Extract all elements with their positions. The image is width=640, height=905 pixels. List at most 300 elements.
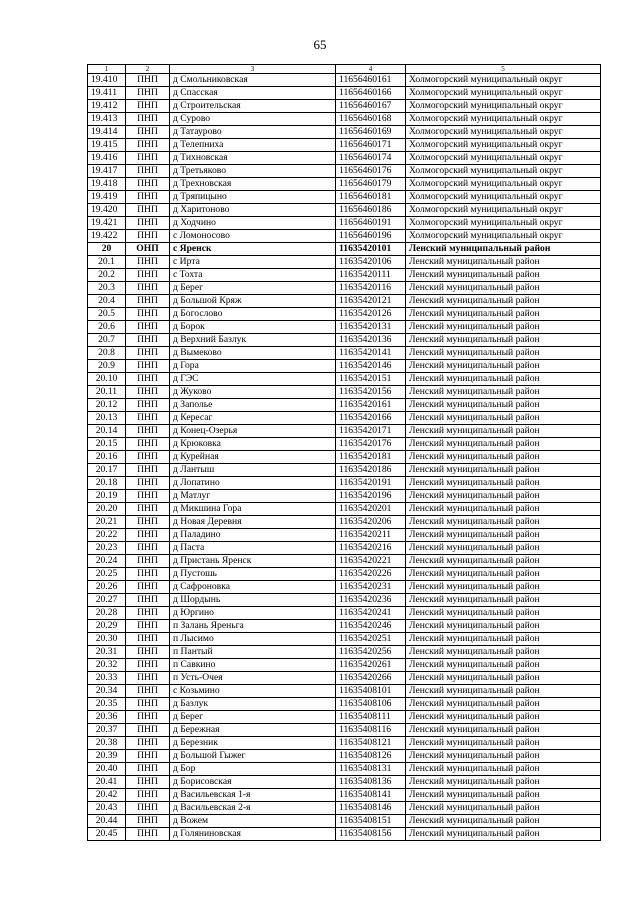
settlement-name-cell: д Сурово — [170, 113, 336, 126]
settlement-name-cell: д Пристань Яренск — [170, 555, 336, 568]
row-number-cell: 20.34 — [88, 685, 126, 698]
settlement-name-cell: д Заполье — [170, 399, 336, 412]
column-number: 1 — [88, 65, 126, 74]
municipality-cell: Холмогорский муниципальный округ — [406, 152, 601, 165]
municipality-cell: Ленский муниципальный район — [406, 451, 601, 464]
row-number-cell: 20.19 — [88, 490, 126, 503]
settlement-type-cell: ПНП — [126, 633, 170, 646]
municipality-cell: Холмогорский муниципальный округ — [406, 191, 601, 204]
municipality-cell: Ленский муниципальный район — [406, 399, 601, 412]
row-number-cell: 20.5 — [88, 308, 126, 321]
table-row — [88, 581, 601, 594]
settlement-name-cell: д Берег — [170, 711, 336, 724]
settlement-type-cell: ПНП — [126, 490, 170, 503]
settlement-type-cell: ПНП — [126, 828, 170, 841]
settlement-name-cell: п Савкино — [170, 659, 336, 672]
table-row — [88, 230, 601, 243]
table-row — [88, 308, 601, 321]
row-number-cell: 20.26 — [88, 581, 126, 594]
row-number-cell: 19.418 — [88, 178, 126, 191]
settlement-type-cell: ПНП — [126, 347, 170, 360]
municipality-cell: Ленский муниципальный район — [406, 815, 601, 828]
settlement-name-cell: п Залань Яреньга — [170, 620, 336, 633]
oktmo-code-cell: 11656460161 — [336, 74, 406, 87]
municipality-cell: Ленский муниципальный район — [406, 607, 601, 620]
settlement-type-cell: ПНП — [126, 100, 170, 113]
oktmo-code-cell: 11635420216 — [336, 542, 406, 555]
table-row — [88, 204, 601, 217]
oktmo-code-cell: 11635420206 — [336, 516, 406, 529]
municipality-cell: Ленский муниципальный район — [406, 386, 601, 399]
table-row — [88, 776, 601, 789]
settlement-name-cell: д Борок — [170, 321, 336, 334]
settlement-type-cell: ПНП — [126, 191, 170, 204]
row-number-cell: 20.15 — [88, 438, 126, 451]
settlement-name-cell: д Базлук — [170, 698, 336, 711]
settlement-name-cell: д Бор — [170, 763, 336, 776]
table-row — [88, 516, 601, 529]
table-row — [88, 87, 601, 100]
municipality-cell: Ленский муниципальный район — [406, 646, 601, 659]
settlement-name-cell: д Шордынь — [170, 594, 336, 607]
settlement-type-cell: ПНП — [126, 724, 170, 737]
municipality-cell: Ленский муниципальный район — [406, 763, 601, 776]
row-number-cell: 20.30 — [88, 633, 126, 646]
settlement-name-cell: п Пантый — [170, 646, 336, 659]
municipality-cell: Ленский муниципальный район — [406, 555, 601, 568]
row-number-cell: 19.415 — [88, 139, 126, 152]
municipality-cell: Ленский муниципальный район — [406, 503, 601, 516]
settlement-name-cell: д Васильевская 2-я — [170, 802, 336, 815]
column-number: 3 — [170, 65, 336, 74]
oktmo-code-cell: 11635420256 — [336, 646, 406, 659]
settlement-name-cell: д Третьяково — [170, 165, 336, 178]
table-row — [88, 100, 601, 113]
oktmo-code-cell: 11635408116 — [336, 724, 406, 737]
table-row — [88, 152, 601, 165]
settlement-type-cell: ПНП — [126, 373, 170, 386]
row-number-cell: 20.32 — [88, 659, 126, 672]
oktmo-code-cell: 11635420201 — [336, 503, 406, 516]
row-number-cell: 19.414 — [88, 126, 126, 139]
oktmo-code-cell: 11635420166 — [336, 412, 406, 425]
oktmo-code-cell: 11635408141 — [336, 789, 406, 802]
row-number-cell: 20.29 — [88, 620, 126, 633]
settlement-name-cell: д Строительская — [170, 100, 336, 113]
settlement-type-cell: ПНП — [126, 542, 170, 555]
settlement-name-cell: д Трехновская — [170, 178, 336, 191]
row-number-cell: 20.27 — [88, 594, 126, 607]
settlement-name-cell: д Вожем — [170, 815, 336, 828]
settlement-type-cell: ПНП — [126, 750, 170, 763]
settlement-type-cell: ПНП — [126, 139, 170, 152]
table-row — [88, 672, 601, 685]
municipality-cell: Холмогорский муниципальный округ — [406, 87, 601, 100]
municipality-cell: Ленский муниципальный район — [406, 360, 601, 373]
row-number-cell: 20.22 — [88, 529, 126, 542]
municipality-cell: Холмогорский муниципальный округ — [406, 165, 601, 178]
oktmo-code-cell: 11635420131 — [336, 321, 406, 334]
row-number-cell: 20.8 — [88, 347, 126, 360]
settlement-type-cell: ПНП — [126, 503, 170, 516]
settlement-type-cell: ПНП — [126, 776, 170, 789]
municipality-cell: Ленский муниципальный район — [406, 789, 601, 802]
row-number-cell: 20.42 — [88, 789, 126, 802]
row-number-cell: 20.41 — [88, 776, 126, 789]
table-row — [88, 217, 601, 230]
oktmo-code-cell: 11656460171 — [336, 139, 406, 152]
oktmo-code-cell: 11635420101 — [336, 243, 406, 256]
settlement-name-cell: с Тохта — [170, 269, 336, 282]
oktmo-code-cell: 11656460179 — [336, 178, 406, 191]
table-row — [88, 412, 601, 425]
settlement-type-cell: ПНП — [126, 516, 170, 529]
municipality-cell: Ленский муниципальный район — [406, 516, 601, 529]
table-row — [88, 620, 601, 633]
settlement-type-cell: ПНП — [126, 672, 170, 685]
row-number-cell: 20.20 — [88, 503, 126, 516]
table-row — [88, 542, 601, 555]
settlement-type-cell: ПНП — [126, 685, 170, 698]
table-row — [88, 698, 601, 711]
municipality-cell: Холмогорский муниципальный округ — [406, 113, 601, 126]
row-number-cell: 19.419 — [88, 191, 126, 204]
municipality-cell: Ленский муниципальный район — [406, 490, 601, 503]
municipality-cell: Ленский муниципальный район — [406, 828, 601, 841]
oktmo-code-cell: 11635408136 — [336, 776, 406, 789]
oktmo-code-cell: 11635420181 — [336, 451, 406, 464]
oktmo-code-cell: 11656460167 — [336, 100, 406, 113]
settlement-type-cell: ПНП — [126, 412, 170, 425]
municipality-cell: Ленский муниципальный район — [406, 282, 601, 295]
row-number-cell: 20.21 — [88, 516, 126, 529]
table-row — [88, 256, 601, 269]
oktmo-code-cell: 11635420151 — [336, 373, 406, 386]
table-row — [88, 737, 601, 750]
oktmo-code-cell: 11656460168 — [336, 113, 406, 126]
municipality-cell: Ленский муниципальный район — [406, 659, 601, 672]
municipality-cell: Ленский муниципальный район — [406, 269, 601, 282]
municipality-cell: Ленский муниципальный район — [406, 425, 601, 438]
oktmo-code-cell: 11635420141 — [336, 347, 406, 360]
row-number-cell: 20.17 — [88, 464, 126, 477]
oktmo-code-cell: 11635420211 — [336, 529, 406, 542]
settlement-name-cell: с Ирта — [170, 256, 336, 269]
oktmo-code-cell: 11635420171 — [336, 425, 406, 438]
table-row — [88, 178, 601, 191]
oktmo-code-cell: 11656460166 — [336, 87, 406, 100]
settlement-name-cell: д Юргино — [170, 607, 336, 620]
settlement-type-cell: ПНП — [126, 451, 170, 464]
settlement-type-cell: ПНП — [126, 230, 170, 243]
municipality-cell: Ленский муниципальный район — [406, 347, 601, 360]
oktmo-code-cell: 11635420251 — [336, 633, 406, 646]
row-number-cell: 20.33 — [88, 672, 126, 685]
row-number-cell: 19.417 — [88, 165, 126, 178]
table-row — [88, 74, 601, 87]
row-number-cell: 19.421 — [88, 217, 126, 230]
municipality-cell: Ленский муниципальный район — [406, 776, 601, 789]
settlement-name-cell: д Сафроновка — [170, 581, 336, 594]
row-number-cell: 19.420 — [88, 204, 126, 217]
table-row — [88, 659, 601, 672]
settlement-type-cell: ПНП — [126, 737, 170, 750]
row-number-cell: 20.11 — [88, 386, 126, 399]
settlement-name-cell: д Гора — [170, 360, 336, 373]
table-row — [88, 633, 601, 646]
municipality-cell: Ленский муниципальный район — [406, 737, 601, 750]
settlement-name-cell: д ГЭС — [170, 373, 336, 386]
table-row — [88, 126, 601, 139]
municipality-cell: Ленский муниципальный район — [406, 698, 601, 711]
table-row — [88, 529, 601, 542]
row-number-cell: 19.410 — [88, 74, 126, 87]
settlement-type-cell: ПНП — [126, 308, 170, 321]
settlement-name-cell: д Татаурово — [170, 126, 336, 139]
oktmo-code-cell: 11635420221 — [336, 555, 406, 568]
table-row — [88, 191, 601, 204]
settlement-name-cell: д Конец-Озерья — [170, 425, 336, 438]
oktmo-code-cell: 11635408151 — [336, 815, 406, 828]
oktmo-code-cell: 11635420246 — [336, 620, 406, 633]
table-row — [88, 789, 601, 802]
settlement-name-cell: с Яренск — [170, 243, 336, 256]
table-row — [88, 555, 601, 568]
municipality-cell: Ленский муниципальный район — [406, 594, 601, 607]
settlement-name-cell: д Васильевская 1-я — [170, 789, 336, 802]
row-number-cell: 20.7 — [88, 334, 126, 347]
settlement-name-cell: д Паста — [170, 542, 336, 555]
settlement-name-cell: с Козьмино — [170, 685, 336, 698]
table-row — [88, 568, 601, 581]
settlement-name-cell: д Борисовская — [170, 776, 336, 789]
municipality-cell: Холмогорский муниципальный округ — [406, 126, 601, 139]
row-number-cell: 20.28 — [88, 607, 126, 620]
row-number-cell: 20.36 — [88, 711, 126, 724]
settlement-type-cell: ПНП — [126, 178, 170, 191]
settlement-type-cell: ПНП — [126, 464, 170, 477]
column-number: 2 — [126, 65, 170, 74]
oktmo-code-cell: 11635420116 — [336, 282, 406, 295]
table-row — [88, 685, 601, 698]
municipality-cell: Ленский муниципальный район — [406, 373, 601, 386]
settlement-type-cell: ПНП — [126, 334, 170, 347]
row-number-cell: 19.411 — [88, 87, 126, 100]
settlement-type-cell: ПНП — [126, 425, 170, 438]
settlement-type-cell: ПНП — [126, 529, 170, 542]
row-number-cell: 20.12 — [88, 399, 126, 412]
oktmo-code-cell: 11635420236 — [336, 594, 406, 607]
settlements-table — [87, 64, 601, 841]
oktmo-code-cell: 11635420241 — [336, 607, 406, 620]
municipality-cell: Холмогорский муниципальный округ — [406, 139, 601, 152]
row-number-cell: 20.31 — [88, 646, 126, 659]
oktmo-code-cell: 11635420106 — [336, 256, 406, 269]
settlement-name-cell: д Бережная — [170, 724, 336, 737]
municipality-cell: Ленский муниципальный район — [406, 308, 601, 321]
table-row — [88, 763, 601, 776]
settlement-type-cell: ПНП — [126, 568, 170, 581]
settlement-type-cell: ПНП — [126, 802, 170, 815]
table-row — [88, 451, 601, 464]
settlement-name-cell: д Вымеково — [170, 347, 336, 360]
column-number: 4 — [336, 65, 406, 74]
oktmo-code-cell: 11635408101 — [336, 685, 406, 698]
settlement-type-cell: ПНП — [126, 256, 170, 269]
settlement-type-cell: ПНП — [126, 282, 170, 295]
oktmo-code-cell: 11635420121 — [336, 295, 406, 308]
row-number-cell: 20.18 — [88, 477, 126, 490]
oktmo-code-cell: 11635408111 — [336, 711, 406, 724]
municipality-cell: Холмогорский муниципальный округ — [406, 217, 601, 230]
settlement-type-cell: ПНП — [126, 763, 170, 776]
table-row — [88, 139, 601, 152]
page-number: 65 — [313, 37, 327, 52]
oktmo-code-cell: 11656460176 — [336, 165, 406, 178]
municipality-cell: Ленский муниципальный район — [406, 568, 601, 581]
row-number-cell: 20.2 — [88, 269, 126, 282]
settlement-type-cell: ПНП — [126, 607, 170, 620]
municipality-cell: Ленский муниципальный район — [406, 438, 601, 451]
table-row — [88, 282, 601, 295]
table-row — [88, 269, 601, 282]
table-row — [88, 646, 601, 659]
municipality-cell: Ленский муниципальный район — [406, 256, 601, 269]
municipality-cell: Ленский муниципальный район — [406, 620, 601, 633]
row-number-cell: 20 — [88, 243, 126, 256]
oktmo-code-cell: 11656460196 — [336, 230, 406, 243]
settlement-name-cell: д Паладино — [170, 529, 336, 542]
row-number-cell: 20.13 — [88, 412, 126, 425]
municipality-cell: Холмогорский муниципальный округ — [406, 230, 601, 243]
table-row — [88, 386, 601, 399]
oktmo-code-cell: 11635420111 — [336, 269, 406, 282]
row-number-cell: 19.412 — [88, 100, 126, 113]
row-number-cell: 20.1 — [88, 256, 126, 269]
table-row — [88, 425, 601, 438]
municipality-cell: Ленский муниципальный район — [406, 750, 601, 763]
row-number-cell: 20.23 — [88, 542, 126, 555]
oktmo-code-cell: 11635408156 — [336, 828, 406, 841]
settlement-name-cell: д Пустошь — [170, 568, 336, 581]
table-row — [88, 815, 601, 828]
settlement-type-cell: ПНП — [126, 204, 170, 217]
settlement-type-cell: ПНП — [126, 620, 170, 633]
settlement-name-cell: д Харитоново — [170, 204, 336, 217]
table-body — [88, 74, 601, 841]
settlement-name-cell: д Большой Гыжег — [170, 750, 336, 763]
municipality-cell: Ленский муниципальный район — [406, 542, 601, 555]
column-number: 5 — [406, 65, 601, 74]
row-number-cell: 20.6 — [88, 321, 126, 334]
settlement-name-cell: д Большой Кряж — [170, 295, 336, 308]
table-row — [88, 490, 601, 503]
settlement-name-cell: д Новая Деревня — [170, 516, 336, 529]
table-row — [88, 724, 601, 737]
settlement-type-cell: ПНП — [126, 295, 170, 308]
settlement-type-cell: ПНП — [126, 269, 170, 282]
table-row — [88, 347, 601, 360]
row-number-cell: 20.43 — [88, 802, 126, 815]
settlement-name-cell: д Голяниновская — [170, 828, 336, 841]
oktmo-code-cell: 11635408121 — [336, 737, 406, 750]
oktmo-code-cell: 11635408131 — [336, 763, 406, 776]
settlement-type-cell: ПНП — [126, 399, 170, 412]
municipality-cell: Холмогорский муниципальный округ — [406, 100, 601, 113]
oktmo-code-cell: 11635420186 — [336, 464, 406, 477]
row-number-cell: 20.25 — [88, 568, 126, 581]
column-numbers-row — [88, 65, 601, 74]
oktmo-code-cell: 11635408126 — [336, 750, 406, 763]
oktmo-code-cell: 11656460169 — [336, 126, 406, 139]
settlement-name-cell: д Тихновская — [170, 152, 336, 165]
municipality-cell: Ленский муниципальный район — [406, 672, 601, 685]
settlement-type-cell: ПНП — [126, 477, 170, 490]
municipality-cell: Ленский муниципальный район — [406, 581, 601, 594]
settlement-type-cell: ПНП — [126, 646, 170, 659]
settlement-name-cell: д Берег — [170, 282, 336, 295]
municipality-cell: Ленский муниципальный район — [406, 477, 601, 490]
settlement-name-cell: п Усть-Очея — [170, 672, 336, 685]
settlement-name-cell: д Курейная — [170, 451, 336, 464]
row-number-cell: 20.16 — [88, 451, 126, 464]
oktmo-code-cell: 11635420191 — [336, 477, 406, 490]
settlement-type-cell: ОНП — [126, 243, 170, 256]
oktmo-code-cell: 11656460191 — [336, 217, 406, 230]
oktmo-code-cell: 11635420146 — [336, 360, 406, 373]
row-number-cell: 19.422 — [88, 230, 126, 243]
settlement-name-cell: д Смольниковская — [170, 74, 336, 87]
oktmo-code-cell: 11635420231 — [336, 581, 406, 594]
oktmo-code-cell: 11656460186 — [336, 204, 406, 217]
oktmo-code-cell: 11635420126 — [336, 308, 406, 321]
settlement-type-cell: ПНП — [126, 152, 170, 165]
settlement-type-cell: ПНП — [126, 659, 170, 672]
settlement-type-cell: ПНП — [126, 789, 170, 802]
municipality-cell: Ленский муниципальный район — [406, 412, 601, 425]
table-row — [88, 802, 601, 815]
row-number-cell: 20.40 — [88, 763, 126, 776]
settlement-name-cell: д Ходчино — [170, 217, 336, 230]
settlement-name-cell: д Крюковка — [170, 438, 336, 451]
oktmo-code-cell: 11635420176 — [336, 438, 406, 451]
settlement-name-cell: д Микшина Гора — [170, 503, 336, 516]
table-row — [88, 373, 601, 386]
oktmo-code-cell: 11635420226 — [336, 568, 406, 581]
row-number-cell: 20.35 — [88, 698, 126, 711]
table-row — [88, 594, 601, 607]
table-row — [88, 477, 601, 490]
table-row — [88, 113, 601, 126]
settlement-type-cell: ПНП — [126, 321, 170, 334]
settlement-name-cell: д Телепниха — [170, 139, 336, 152]
municipality-cell: Ленский муниципальный район — [406, 802, 601, 815]
municipality-cell: Холмогорский муниципальный округ — [406, 74, 601, 87]
settlement-name-cell: д Спасская — [170, 87, 336, 100]
table-row — [88, 438, 601, 451]
municipality-cell: Ленский муниципальный район — [406, 334, 601, 347]
oktmo-code-cell: 11656460174 — [336, 152, 406, 165]
settlement-type-cell: ПНП — [126, 165, 170, 178]
municipality-cell: Ленский муниципальный район — [406, 295, 601, 308]
table-row — [88, 399, 601, 412]
row-number-cell: 20.14 — [88, 425, 126, 438]
municipality-cell: Ленский муниципальный район — [406, 724, 601, 737]
oktmo-code-cell: 11635420156 — [336, 386, 406, 399]
oktmo-code-cell: 11635420136 — [336, 334, 406, 347]
oktmo-code-cell: 11635420261 — [336, 659, 406, 672]
row-number-cell: 20.37 — [88, 724, 126, 737]
